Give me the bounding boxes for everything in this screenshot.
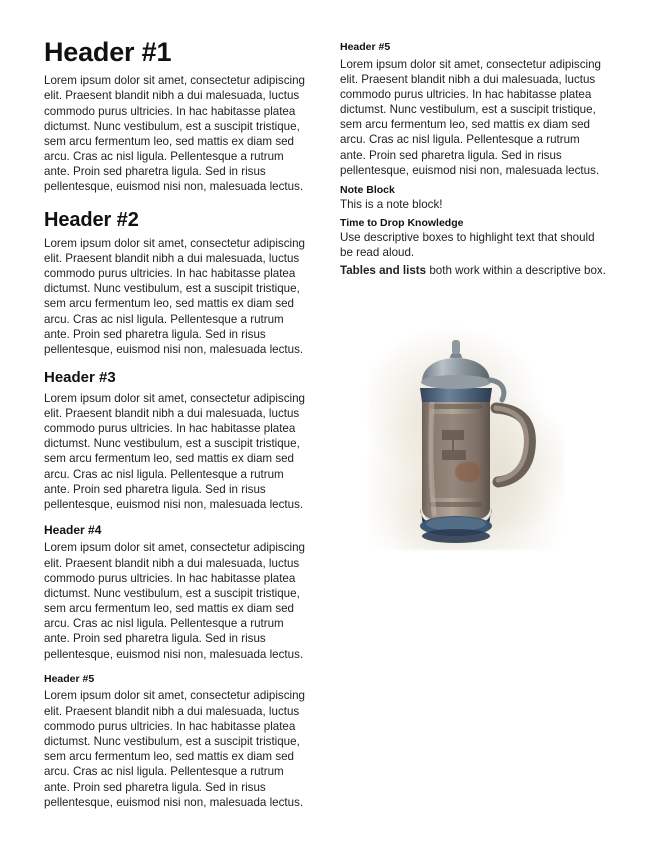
heading-2: Header #2 (44, 208, 139, 231)
paragraph-4: Lorem ipsum dolor sit amet, consectetur adipiscing elit. Praesent blandit nibh a dui malesuada, luctus commodo purus ultricies. In hac habitasse platea dictumst. Nunc vestibulum, est a suscipit tristique, sem arcu fermentum leo, sed mattis ex diam sed arcu. Cras ac nisl ligula. Pellentesque a rutrum ante. Proin sed pharetra ligula. Sed in risus pellentesque, euismod nisi non, malesuada lectus. (44, 541, 305, 661)
paragraph-3: Lorem ipsum dolor sit amet, consectetur adipiscing elit. Praesent blandit nibh a dui malesuada, luctus commodo purus ultricies. In hac habitasse platea dictumst. Nunc vestibulum, est a suscipit tristique, sem arcu fermentum leo, sed mattis ex diam sed arcu. Cras ac nisl ligula. Pellentesque a rutrum ante. Proin sed pharetra ligula. Sed in risus pellentesque, euismod nisi non, malesuada lectus. (44, 391, 305, 511)
left-column (44, 38, 312, 824)
tables-and-lists-text (340, 263, 608, 278)
right-paragraph: Lorem ipsum dolor sit amet, consectetur adipiscing elit. Praesent blandit nibh a dui malesuada, luctus commodo purus ultricies. In hac habitasse platea dictumst. Nunc vestibulum, est a suscipit tristique, sem arcu fermentum leo, sed mattis ex diam sed arcu. Cras ac nisl ligula. Pellentesque a rutrum ante. Proin sed pharetra ligula. Sed in risus pellentesque, euismod nisi non, malesuada lectus. (340, 57, 601, 177)
paragraph-2: Lorem ipsum dolor sit amet, consectetur adipiscing elit. Praesent blandit nibh a dui malesuada, luctus commodo purus ultricies. In hac habitasse platea dictumst. Nunc vestibulum, est a suscipit tristique, sem arcu fermentum leo, sed mattis ex diam sed arcu. Cras ac nisl ligula. Pellentesque a rutrum ante. Proin sed pharetra ligula. Sed in risus pellentesque, euismod nisi non, malesuada lectus. (44, 236, 305, 356)
descriptive-box-text: Use descriptive boxes to highlight text that should be read aloud. (340, 231, 595, 260)
illustration-container (340, 304, 608, 574)
right-heading-5: Header #5 (340, 41, 391, 53)
paragraph-1: Lorem ipsum dolor sit amet, consectetur adipiscing elit. Praesent blandit nibh a dui malesuada, luctus commodo purus ultricies. In hac habitasse platea dictumst. Nunc vestibulum, est a suscipit tristique, sem arcu fermentum leo, sed mattis ex diam sed arcu. Cras ac nisl ligula. Pellentesque a rutrum ante. Proin sed pharetra ligula. Sed in risus pellentesque, euismod nisi non, malesuada lectus. (44, 74, 305, 194)
heading-3: Header #3 (44, 369, 116, 387)
paragraph-5: Lorem ipsum dolor sit amet, consectetur adipiscing elit. Praesent blandit nibh a dui malesuada, luctus commodo purus ultricies. In hac habitasse platea dictumst. Nunc vestibulum, est a suscipit tristique, sem arcu fermentum leo, sed mattis ex diam sed arcu. Cras ac nisl ligula. Pellentesque a rutrum ante. Proin sed pharetra ligula. Sed in risus pellentesque, euismod nisi non, malesuada lectus. (44, 689, 305, 809)
tables-and-lists-rest: both work within a descriptive box. (426, 263, 606, 277)
note-block-text: This is a note block! (340, 198, 443, 212)
beer-stein-icon (392, 322, 542, 554)
page-title: Header #1 (44, 37, 172, 67)
right-column (340, 38, 608, 824)
descriptive-box-title: Time to Drop Knowledge (340, 217, 464, 230)
heading-5: Header #5 (44, 672, 95, 685)
heading-4: Header #4 (44, 523, 102, 538)
note-block-title: Note Block (340, 184, 395, 197)
tables-and-lists-lead: Tables and lists (340, 263, 427, 277)
